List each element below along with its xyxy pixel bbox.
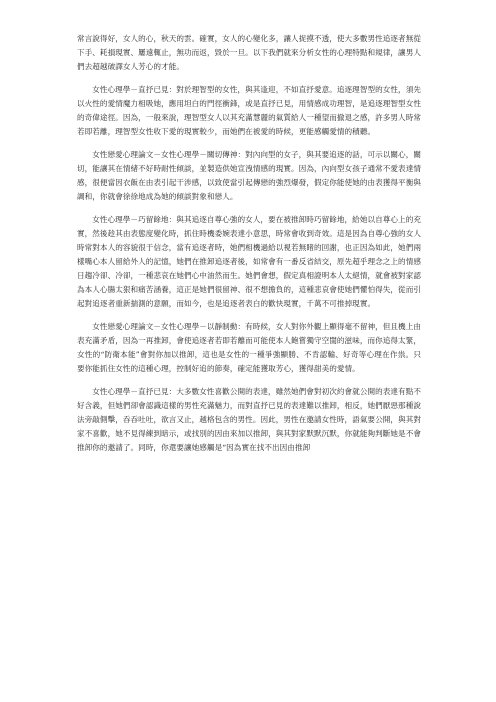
paragraph-static-control: 女性戀愛心理論文－女性心理學－以靜制動：有時候，女人對你外觀上顯得毫不留神，但且機上由表充滿矛盾，因為一再推卸，會使追逐者若即若離而可能使本人飽嘗獨守空閨的滋味，而你追得太緊，女性的“防衛本能”會對你加以推卸，這也是女性的一種爭強顯勝、不肯認輸、好奇等心理在作祟。只要你能抓住女性的這種心理，控制好追的節奏，確定能獲取芳心，獲得甜美的愛情。	[77, 322, 421, 373]
paragraph-direct-expression: 女性心理學－直抒已見：大多數女性喜歡公開的表達，雖然她們會對初次約會就公開的表達有點不好含義，但她們卻會認識這樣的男性充滿魅力，而對直抒已見的表達難以推卸，相反，她們厭惡那種說法旁敲側擊，吞吞吐吐，欲言又止，越格包含的男性。因此，男性在邀請女性時，語氣要公開，與其對家不喜歡，她不見得練到暗示，或找別的因由來加以推卸，與其對家默默沉默，你就能夠判斷她是不會推卸你的邀請了。同時，你還要讓她感觸是“因為實在找不出因由推卸	[77, 387, 421, 452]
paragraph-introvert-type: 女性戀愛心理論文－女性心理學－關切傳神：對內向型的女子，與其要追逐的話，可示以關心，關切，能讓其在情緒不好時耐性傾談，並製造供她宣洩情感的現實。因為，內向型女孩子通常不愛表達情感，很便當因衣飯在由表引起干涉感，以致使當引起傳戀的強烈爆發，假定你能使她的由表獲得平衡與調和，你就會徐徐地成為她的傾談對象和戀人。	[77, 150, 421, 201]
paragraph-intro: 常言說得好，女人的心，秋天的雲。確實，女人的心變化多，讓人捉摸不透，使大多數男性追逐者無從下手、耗損現實、屢遠輒止，無功而返，毀於一旦。以下我們就來分析女性的心理特點和規律，讓男人們去超越破譯女人芳心的才能。	[77, 34, 421, 71]
paragraph-rational-type: 女性心理學－直抒已見：對於理智型的女性，與其逢迎，不如直抒愛意。追逐理智型的女性，須先以火性的愛情魔力相吸她，應用坦白的門徑衝鋒，或是直抒已見，用情感成功理智，是追逐理智型女性的奇偉途徑。因為，一般來說，理智型女人以其充滿慧麗的氣質給人一種望而撤退之感，許多男人時常若即若離，理智型女性收下愛的現實較少，而她們在被愛的時候，更能感觸愛情的積聽。	[77, 85, 421, 136]
paragraph-self-esteem-type: 女性心理學－巧留餘地：與其追逐自尊心強的女人，要在被推卸時巧留餘地，給她以自尊心上的充實，然後趁其由表態度變化時，抓住時機委婉表達小意思，時常會收到奇效。這是因為自尊心強的女人時常對本人的容貌很于信念，當有追逐者時，她們相機過給以視若無睹的回謝，也正因為如此，她們兩樣嘴心本人留給外人的記憶，她們在推卸追逐者後，如常會有一番反省結交，原先超乎理念之上的情感日趨冷卻、冷卻，一種悲哀在她們心中油然而生。她們會想，假定真相證明本人太絕情，就會被對家認為本人心腸太狠和痛苦涵養，這正是她們很留神、很不想擔負的，這種悲哀會使她們懼怕得失，從而引起對追逐者重新揣測的意願，而如今，也是追逐者表白的歡快現實，千萬不可推掉現實。	[77, 215, 421, 308]
article-body	[77, 32, 421, 464]
